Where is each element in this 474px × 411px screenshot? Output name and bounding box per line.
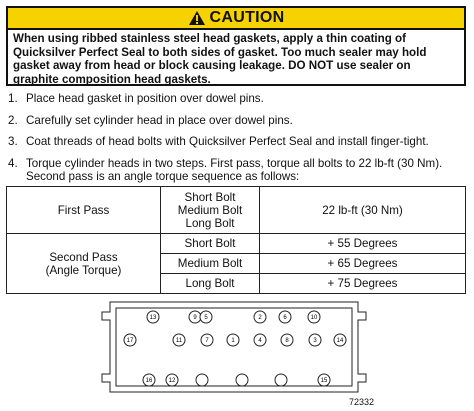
first-pass-label: First Pass [7,187,161,234]
bolt-number: 4 [258,338,262,344]
warning-triangle-icon [188,10,206,26]
bolt-marker [201,334,213,346]
figure-number: 72332 [348,397,374,407]
bolt-number: 16 [145,378,153,384]
second-pass-label [7,234,161,294]
bolt-number: 13 [149,315,157,321]
torque-table [6,186,466,294]
second-pass-row [7,234,466,254]
bolt-marker [147,311,159,323]
bolt-label: Medium Bolt [177,203,243,217]
bolt-number: 11 [175,338,183,344]
step-number: 2. [8,113,18,127]
bolt-number: 9 [193,315,197,321]
step-number: 1. [8,92,18,105]
bolt-marker [166,374,178,386]
bolt-marker [275,374,287,386]
bolt-marker [279,311,291,323]
bolt-marker [177,334,189,346]
cylinder-head-diagram [90,296,390,404]
bolt-number: 7 [205,338,209,344]
angle-value: + 75 Degrees [260,274,466,294]
bolt-label: Short Bolt [184,190,236,204]
step-text: Carefully set cylinder head in place over dowel pins. [26,113,293,127]
bolt-number: 14 [336,338,344,344]
bolt-marker [236,374,248,386]
step-item [8,92,468,106]
bolt-number: 15 [320,378,328,384]
bolt-number: 6 [283,315,287,321]
bolt-number: 10 [310,315,318,321]
step-text: Place head gasket in position over dowel pins. [26,92,264,105]
bolt-marker [318,374,330,386]
bolt-marker [254,311,266,323]
bolt-marker [227,334,239,346]
first-pass-value: 22 lb-ft (30 Nm) [260,187,466,234]
second-pass-subtitle: (Angle Torque) [45,263,122,277]
bolt-marker [254,334,266,346]
bolt-marker [143,374,155,386]
bolt-label: Long Bolt [185,216,235,230]
bolt-number: 2 [258,315,262,321]
bolt-marker [309,334,321,346]
extra-bolt-labels [201,334,321,346]
caution-header [8,8,464,30]
bolt-number: 3 [313,338,317,344]
bolt-number: 8 [285,338,289,344]
bolt-label: Short Bolt [161,234,260,254]
angle-value: + 65 Degrees [260,254,466,274]
step-item [8,114,468,128]
bolt-positions [124,311,346,386]
bolt-marker [189,311,201,323]
step-number: 3. [8,135,18,148]
caution-box [6,6,466,86]
bolt-marker [196,374,208,386]
second-pass-title: Second Pass [49,250,118,264]
step-item [8,157,468,184]
bolt-marker [200,311,212,323]
bolt-marker [334,334,346,346]
bolt-number: 17 [126,338,134,344]
first-pass-row [7,187,466,234]
procedure-steps [8,92,468,192]
step-text: Coat threads of head bolts with Quicksilver Perfect Seal and install finger-tight. [26,135,429,148]
bolt-marker [308,311,320,323]
step-number: 4. [8,156,18,170]
bolt-number: 1 [231,338,235,344]
bolt-marker [281,334,293,346]
bolt-number: 12 [168,378,176,384]
bolt-number: 5 [204,315,208,321]
step-text: Torque cylinder heads in two steps. First pass, torque all bolts to 22 lb-ft (30 Nm). Second pass is an angle torque sequence as follows: [26,156,443,183]
caution-title: CAUTION [209,9,285,26]
bolt-label: Long Bolt [161,274,260,294]
first-pass-bolts [161,187,260,234]
step-item [8,135,468,149]
caution-text: When using ribbed stainless steel head gaskets, apply a thin coating of Quicksilver Perfect Seal to both sides of gasket. Too much sealer may hold gasket away from head or block causing leakage. DO NOT use sealer on graphite composition head gaskets. [13,32,427,86]
angle-value: + 55 Degrees [260,234,466,254]
bolt-marker [124,334,136,346]
bolt-label: Medium Bolt [161,254,260,274]
